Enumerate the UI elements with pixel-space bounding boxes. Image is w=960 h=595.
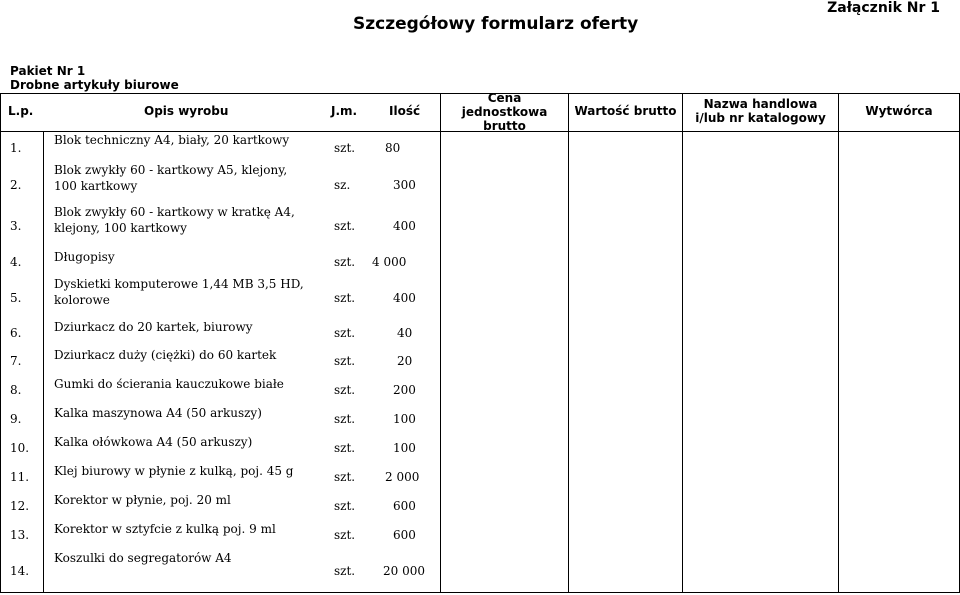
row-description: Dziurkacz do 20 kartek, biurowy bbox=[54, 320, 253, 334]
row-unit: szt. bbox=[334, 470, 356, 484]
row-quantity: 400 bbox=[393, 219, 416, 233]
row-unit: szt. bbox=[334, 219, 356, 233]
row-description bbox=[54, 132, 289, 148]
row-description-line-2: kolorowe bbox=[54, 293, 110, 307]
header-trade-name bbox=[683, 97, 838, 125]
row-number: 1. bbox=[10, 141, 22, 155]
row-unit: szt. bbox=[334, 326, 356, 340]
row-quantity: 4 000 bbox=[372, 255, 407, 269]
row-description: Korektor w płynie, poj. 20 ml bbox=[54, 493, 231, 507]
row-number: 12. bbox=[10, 499, 30, 513]
row-number: 9. bbox=[10, 412, 22, 426]
row-number: 10. bbox=[10, 441, 30, 455]
header-gross-value: Wartość brutto bbox=[574, 104, 677, 118]
header-manufacturer: Wytwórca bbox=[865, 104, 933, 118]
row-quantity: 600 bbox=[393, 499, 416, 513]
row-number: 2. bbox=[10, 178, 22, 192]
row-description: Koszulki do segregatorów A4 bbox=[54, 551, 232, 565]
table-bottom-border bbox=[0, 592, 960, 593]
header-trade-name-line-2: i/lub nr katalogowy bbox=[695, 111, 826, 125]
row-unit: szt. bbox=[334, 255, 356, 269]
row-quantity: 600 bbox=[393, 528, 416, 542]
header-unit-price-line-3: brutto bbox=[483, 119, 526, 133]
row-description: Klej biurowy w płynie z kulką, poj. 45 g bbox=[54, 464, 294, 478]
row-description bbox=[54, 204, 295, 236]
row-number: 13. bbox=[10, 528, 30, 542]
column-divider bbox=[440, 93, 441, 592]
row-number: 4. bbox=[10, 255, 22, 269]
page-title: Szczegółowy formularz oferty bbox=[353, 14, 639, 34]
table-left-border bbox=[0, 93, 1, 593]
row-quantity: 20 000 bbox=[383, 564, 425, 578]
row-number: 11. bbox=[10, 470, 30, 484]
row-quantity: 200 bbox=[393, 383, 416, 397]
row-unit: szt. bbox=[334, 441, 356, 455]
row-quantity: 100 bbox=[393, 441, 416, 455]
row-number: 5. bbox=[10, 291, 22, 305]
row-description: Korektor w sztyfcie z kulką poj. 9 ml bbox=[54, 522, 276, 536]
row-number: 6. bbox=[10, 326, 22, 340]
row-number: 7. bbox=[10, 354, 22, 368]
package-description: Drobne artykuły biurowe bbox=[10, 78, 179, 92]
row-description-line-1: Blok techniczny A4, biały, 20 kartkowy bbox=[54, 133, 290, 147]
row-description-line-1: Blok zwykły 60 - kartkowy w kratkę A4, bbox=[54, 205, 295, 219]
row-description-line-1: Blok zwykły 60 - kartkowy A5, klejony, bbox=[54, 163, 288, 177]
row-quantity: 40 bbox=[397, 326, 413, 340]
row-quantity: 100 bbox=[393, 412, 416, 426]
row-number: 3. bbox=[10, 219, 22, 233]
column-divider bbox=[838, 93, 839, 592]
header-unit-price-line-2: jednostkowa bbox=[461, 105, 548, 119]
row-unit: szt. bbox=[334, 499, 356, 513]
row-number: 8. bbox=[10, 383, 22, 397]
header-unit: J.m. bbox=[331, 104, 358, 118]
row-unit: szt. bbox=[334, 291, 356, 305]
row-description-line-1: Długopisy bbox=[54, 250, 115, 264]
column-divider bbox=[568, 93, 569, 592]
header-unit-price-line-1: Cena bbox=[487, 91, 522, 105]
row-description: Gumki do ścierania kauczukowe białe bbox=[54, 377, 284, 391]
column-divider bbox=[682, 93, 683, 592]
header-lp: L.p. bbox=[8, 104, 34, 118]
column-divider bbox=[43, 132, 44, 592]
row-quantity: 20 bbox=[397, 354, 413, 368]
row-description bbox=[54, 249, 115, 265]
row-description: Kalka maszynowa A4 (50 arkuszy) bbox=[54, 406, 262, 420]
row-description-line-2: klejony, 100 kartkowy bbox=[54, 221, 187, 235]
row-unit: sz. bbox=[334, 178, 351, 192]
row-description: Dziurkacz duży (ciężki) do 60 kartek bbox=[54, 348, 277, 362]
attachment-label: Załącznik Nr 1 bbox=[827, 0, 940, 16]
row-unit: szt. bbox=[334, 564, 356, 578]
row-unit: szt. bbox=[334, 383, 356, 397]
row-description: Kalka ołówkowa A4 (50 arkuszy) bbox=[54, 435, 253, 449]
row-description bbox=[54, 276, 304, 308]
row-unit: szt. bbox=[334, 354, 356, 368]
row-quantity: 400 bbox=[393, 291, 416, 305]
header-description: Opis wyrobu bbox=[144, 104, 229, 118]
row-unit: szt. bbox=[334, 141, 356, 155]
row-unit: szt. bbox=[334, 528, 356, 542]
header-quantity: Ilość bbox=[389, 104, 421, 118]
row-description bbox=[54, 162, 287, 194]
row-number: 14. bbox=[10, 564, 30, 578]
row-quantity: 300 bbox=[393, 178, 416, 192]
package-name: Pakiet Nr 1 bbox=[10, 64, 86, 78]
row-unit: szt. bbox=[334, 412, 356, 426]
row-description-line-2: 100 kartkowy bbox=[54, 179, 138, 193]
row-description-line-1: Dyskietki komputerowe 1,44 MB 3,5 HD, bbox=[54, 277, 304, 291]
row-quantity: 2 000 bbox=[385, 470, 420, 484]
row-quantity: 80 bbox=[385, 141, 401, 155]
header-trade-name-line-1: Nazwa handlowa bbox=[703, 97, 818, 111]
header-unit-price bbox=[441, 91, 568, 133]
